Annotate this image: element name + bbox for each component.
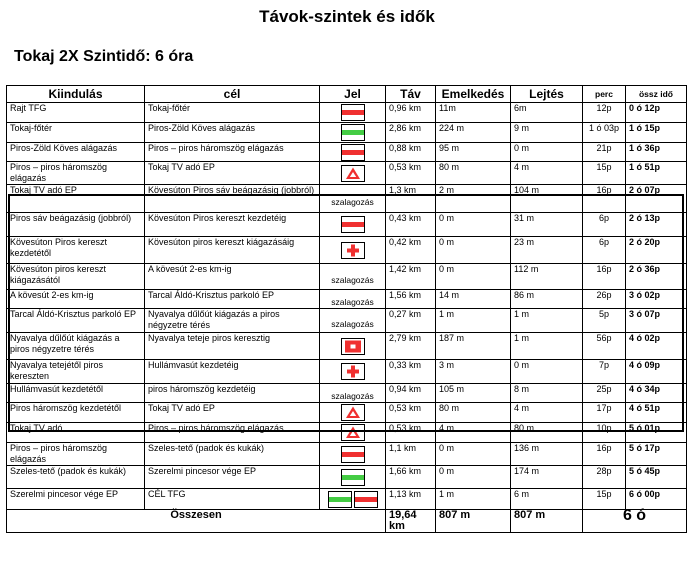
table-row <box>7 264 687 290</box>
minutes-cell: 56p <box>583 333 626 360</box>
elevation-loss-cell: 136 m <box>511 443 583 466</box>
to-cell: Tarcal Áldó-Krisztus parkoló EP <box>145 290 320 309</box>
elevation-loss-cell: 1 m <box>511 333 583 360</box>
minutes-cell: 16p <box>583 443 626 466</box>
distance-cell: 0,42 km <box>386 237 436 264</box>
elevation-gain-cell: 4 m <box>436 423 511 443</box>
elevation-loss-cell: 23 m <box>511 237 583 264</box>
sign-label: szalagozás <box>331 391 374 401</box>
sign-cell <box>320 443 386 466</box>
header-tav: Táv <box>386 86 436 103</box>
to-cell: Piros-Zöld Köves alágazás <box>145 123 320 143</box>
red-triangle-icon <box>340 407 366 417</box>
elevation-gain-cell: 95 m <box>436 143 511 162</box>
from-cell: Tokaj-főtér <box>7 123 145 143</box>
minutes-cell: 1 ó 03p <box>583 123 626 143</box>
cumulative-time-cell: 4 ó 34p <box>626 384 687 403</box>
from-cell: Szerelmi pincesor vége EP <box>7 489 145 510</box>
from-cell: Nyavalya dűlőút kiágazás a piros négyzetre térés <box>7 333 145 360</box>
to-cell: Tokaj TV adó EP <box>145 162 320 185</box>
minutes-cell: 17p <box>583 403 626 423</box>
elevation-loss-cell: 0 m <box>511 143 583 162</box>
elevation-gain-cell: 14 m <box>436 290 511 309</box>
from-cell: Rajt TFG <box>7 103 145 123</box>
distance-cell: 0,94 km <box>386 384 436 403</box>
table-row <box>7 443 687 466</box>
distance-cell: 0,33 km <box>386 360 436 384</box>
minutes-cell: 6p <box>583 213 626 237</box>
from-cell: Tokaj TV adó <box>7 423 145 443</box>
red-triangle-icon <box>340 427 366 437</box>
distance-cell: 0,53 km <box>386 162 436 185</box>
table-row <box>7 489 687 510</box>
table-row <box>7 162 687 185</box>
sign-cell <box>320 213 386 237</box>
elevation-loss-cell: 8 m <box>511 384 583 403</box>
distance-cell: 1,3 km <box>386 185 436 213</box>
cumulative-time-cell: 2 ó 13p <box>626 213 687 237</box>
page-subtitle: Tokaj 2X Szintidő: 6 óra <box>14 48 194 65</box>
from-cell: Piros sáv beágazásig (jobbról) <box>7 213 145 237</box>
elevation-gain-cell: 0 m <box>436 466 511 489</box>
header-cel: cél <box>145 86 320 103</box>
summary-elevation-loss: 807 m <box>511 510 583 533</box>
elevation-gain-cell: 2 m <box>436 185 511 213</box>
cumulative-time-cell: 4 ó 02p <box>626 333 687 360</box>
elevation-loss-cell: 4 m <box>511 403 583 423</box>
green-stripe-icon <box>340 471 366 481</box>
to-cell: Kövesúton Piros sáv beágazásig (jobbról) <box>145 185 320 213</box>
from-cell: Piros háromszög kezdetétől <box>7 403 145 423</box>
header-perc: perc <box>583 86 626 103</box>
table-row <box>7 123 687 143</box>
from-cell: Tokaj TV adó EP <box>7 185 145 213</box>
elevation-loss-cell: 112 m <box>511 264 583 290</box>
from-cell: Piros – piros háromszög elágazás <box>7 443 145 466</box>
red-stripe-icon <box>340 107 366 117</box>
sign-label: szalagozás <box>331 196 374 207</box>
elevation-gain-cell: 11m <box>436 103 511 123</box>
cumulative-time-cell: 4 ó 09p <box>626 360 687 384</box>
elevation-gain-cell: 3 m <box>436 360 511 384</box>
distance-cell: 1,56 km <box>386 290 436 309</box>
from-cell: Piros-Zöld Köves alágazás <box>7 143 145 162</box>
elevation-gain-cell: 0 m <box>436 443 511 466</box>
cumulative-time-cell: 2 ó 36p <box>626 264 687 290</box>
cumulative-time-cell: 5 ó 01p <box>626 423 687 443</box>
cumulative-time-cell: 2 ó 20p <box>626 237 687 264</box>
elevation-gain-cell: 80 m <box>436 162 511 185</box>
table-row <box>7 333 687 360</box>
page-title: Távok-szintek és idők <box>259 7 435 26</box>
distance-cell: 0,88 km <box>386 143 436 162</box>
sign-cell <box>320 423 386 443</box>
from-cell: Szeles-tető (padok és kukák) <box>7 466 145 489</box>
to-cell: Kövesúton piros kereszt kiágazásáig <box>145 237 320 264</box>
sign-cell <box>320 162 386 185</box>
distance-cell: 1,13 km <box>386 489 436 510</box>
sign-cell <box>320 384 386 403</box>
sign-cell <box>320 185 386 213</box>
to-cell: A kövesút 2-es km-ig <box>145 264 320 290</box>
table-row <box>7 466 687 489</box>
red-stripe-icon <box>340 219 366 229</box>
cumulative-time-cell: 3 ó 07p <box>626 309 687 333</box>
red-cross-icon <box>340 244 366 254</box>
minutes-cell: 21p <box>583 143 626 162</box>
to-cell: Hullámvasút kezdetéig <box>145 360 320 384</box>
elevation-loss-cell: 9 m <box>511 123 583 143</box>
table-row <box>7 403 687 423</box>
elevation-gain-cell: 80 m <box>436 403 511 423</box>
sign-cell <box>320 264 386 290</box>
table-row <box>7 213 687 237</box>
cumulative-time-cell: 2 ó 07p <box>626 185 687 213</box>
sign-cell <box>320 103 386 123</box>
minutes-cell: 15p <box>583 489 626 510</box>
header-emelkedes: Emelkedés <box>436 86 511 103</box>
elevation-gain-cell: 1 m <box>436 309 511 333</box>
distance-cell: 0,96 km <box>386 103 436 123</box>
cumulative-time-cell: 0 ó 12p <box>626 103 687 123</box>
summary-row <box>7 510 687 533</box>
elevation-gain-cell: 187 m <box>436 333 511 360</box>
elevation-loss-cell: 4 m <box>511 162 583 185</box>
table-row <box>7 360 687 384</box>
elevation-loss-cell: 86 m <box>511 290 583 309</box>
summary-label: Összesen <box>7 510 386 533</box>
distance-cell: 1,42 km <box>386 264 436 290</box>
sign-cell <box>320 489 386 510</box>
elevation-loss-cell: 1 m <box>511 309 583 333</box>
header-lejtes: Lejtés <box>511 86 583 103</box>
distance-cell: 2,86 km <box>386 123 436 143</box>
minutes-cell: 28p <box>583 466 626 489</box>
summary-distance: 19,64 km <box>386 510 436 533</box>
sign-cell <box>320 403 386 423</box>
minutes-cell: 6p <box>583 237 626 264</box>
distance-cell: 1,66 km <box>386 466 436 489</box>
from-cell: Kövesúton piros kereszt kiágazásától <box>7 264 145 290</box>
header-kiindulas: Kiindulás <box>7 86 145 103</box>
from-cell: Hullámvasút kezdetétől <box>7 384 145 403</box>
table-row <box>7 384 687 403</box>
elevation-gain-cell: 0 m <box>436 264 511 290</box>
table-row <box>7 309 687 333</box>
elevation-loss-cell: 31 m <box>511 213 583 237</box>
distance-cell: 2,79 km <box>386 333 436 360</box>
from-cell: Nyavalya tetejétől piros kereszten <box>7 360 145 384</box>
cumulative-time-cell: 1 ó 51p <box>626 162 687 185</box>
minutes-cell: 12p <box>583 103 626 123</box>
distance-cell: 1,1 km <box>386 443 436 466</box>
minutes-cell: 16p <box>583 185 626 213</box>
sign-label: szalagozás <box>331 318 374 329</box>
route-table <box>6 85 687 533</box>
from-cell: Piros – piros háromszög elágazás <box>7 162 145 185</box>
green-stripe-icon <box>340 127 366 137</box>
summary-total-time: 6 ó <box>583 510 687 533</box>
sign-cell <box>320 333 386 360</box>
distance-cell: 0,27 km <box>386 309 436 333</box>
minutes-cell: 10p <box>583 423 626 443</box>
from-cell: Tarcal Áldó-Krisztus parkoló EP <box>7 309 145 333</box>
table-row <box>7 237 687 264</box>
sign-cell <box>320 123 386 143</box>
sign-cell <box>320 466 386 489</box>
cumulative-time-cell: 5 ó 17p <box>626 443 687 466</box>
cumulative-time-cell: 4 ó 51p <box>626 403 687 423</box>
cumulative-time-cell: 3 ó 02p <box>626 290 687 309</box>
table-header-row <box>7 86 687 103</box>
elevation-gain-cell: 105 m <box>436 384 511 403</box>
cumulative-time-cell: 1 ó 15p <box>626 123 687 143</box>
sign-cell <box>320 290 386 309</box>
to-cell: Piros – piros háromszög elágazás <box>145 423 320 443</box>
sign-cell <box>320 143 386 162</box>
elevation-loss-cell: 174 m <box>511 466 583 489</box>
table-row <box>7 423 687 443</box>
sign-cell <box>320 237 386 264</box>
elevation-loss-cell: 104 m <box>511 185 583 213</box>
to-cell: Tokaj TV adó EP <box>145 403 320 423</box>
elevation-gain-cell: 1 m <box>436 489 511 510</box>
red-square-icon <box>340 340 366 350</box>
minutes-cell: 15p <box>583 162 626 185</box>
to-cell: Piros – piros háromszög elágazás <box>145 143 320 162</box>
summary-elevation-gain: 807 m <box>436 510 511 533</box>
cumulative-time-cell: 6 ó 00p <box>626 489 687 510</box>
minutes-cell: 5p <box>583 309 626 333</box>
to-cell: CÉL TFG <box>145 489 320 510</box>
distance-cell: 0,43 km <box>386 213 436 237</box>
minutes-cell: 25p <box>583 384 626 403</box>
to-cell: Nyavalya dűlőút kiágazás a piros négyzetre térés <box>145 309 320 333</box>
table-row <box>7 185 687 213</box>
cumulative-time-cell: 5 ó 45p <box>626 466 687 489</box>
to-cell: Nyavalya teteje piros keresztig <box>145 333 320 360</box>
minutes-cell: 26p <box>583 290 626 309</box>
table-row <box>7 290 687 309</box>
minutes-cell: 7p <box>583 360 626 384</box>
to-cell: Tokaj-főtér <box>145 103 320 123</box>
to-cell: piros háromszög kezdetéig <box>145 384 320 403</box>
red-stripe-icon <box>340 448 366 458</box>
red-triangle-icon <box>340 167 366 177</box>
to-cell: Szeles-tető (padok és kukák) <box>145 443 320 466</box>
sign-cell <box>320 309 386 333</box>
elevation-loss-cell: 6m <box>511 103 583 123</box>
distance-cell: 0,53 km <box>386 423 436 443</box>
red-cross-icon <box>340 366 366 376</box>
elevation-gain-cell: 224 m <box>436 123 511 143</box>
table-row <box>7 143 687 162</box>
from-cell: A kövesút 2-es km-ig <box>7 290 145 309</box>
elevation-loss-cell: 0 m <box>511 360 583 384</box>
from-cell: Kövesúton Piros kereszt kezdetétől <box>7 237 145 264</box>
distance-cell: 0,53 km <box>386 403 436 423</box>
header-jel: Jel <box>320 86 386 103</box>
elevation-gain-cell: 0 m <box>436 237 511 264</box>
elevation-gain-cell: 0 m <box>436 213 511 237</box>
to-cell: Szerelmi pincesor vége EP <box>145 466 320 489</box>
to-cell: Kövesúton Piros kereszt kezdetéig <box>145 213 320 237</box>
cumulative-time-cell: 1 ó 36p <box>626 143 687 162</box>
sign-label: szalagozás <box>331 274 374 285</box>
elevation-loss-cell: 6 m <box>511 489 583 510</box>
sign-label: szalagozás <box>331 297 374 307</box>
table-row <box>7 103 687 123</box>
elevation-loss-cell: 80 m <box>511 423 583 443</box>
sign-cell <box>320 360 386 384</box>
minutes-cell: 16p <box>583 264 626 290</box>
header-ossz-ido: össz idő <box>626 86 687 103</box>
green-red-stripe-icon <box>327 493 379 503</box>
red-stripe-icon <box>340 146 366 156</box>
